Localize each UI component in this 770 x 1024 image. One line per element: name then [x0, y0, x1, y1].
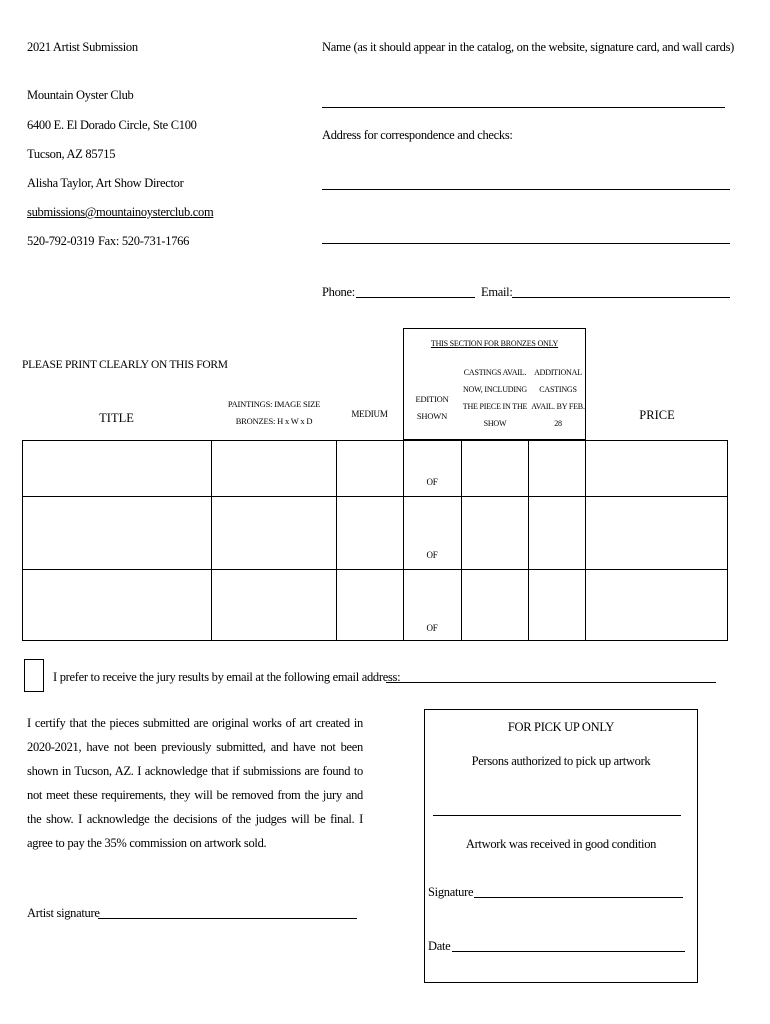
col-header-additional-castings: ADDITIONAL CASTINGS AVAIL. BY FEB. 28 — [531, 368, 585, 428]
col-header-price: PRICE — [639, 408, 675, 422]
col-divider — [528, 440, 529, 641]
row-divider — [22, 496, 728, 497]
email-label: Email: — [481, 285, 513, 299]
col-header-title: TITLE — [99, 411, 134, 425]
pickup-authorized-label: Persons authorized to pick up artwork — [471, 754, 651, 768]
pickup-authorized-line[interactable] — [433, 815, 681, 816]
pickup-date-label: Date — [428, 939, 451, 953]
email-field-line[interactable] — [512, 297, 730, 298]
pickup-condition-label: Artwork was received in good condition — [465, 837, 657, 851]
name-instruction: Name (as it should appear in the catalog, on the website, signature card, and wall cards) — [322, 40, 735, 54]
print-notice: PLEASE PRINT CLEARLY ON THIS FORM — [22, 359, 228, 371]
org-phone: 520-792-0319 — [27, 234, 95, 248]
edition-of-label: OF — [426, 550, 438, 560]
col-divider — [336, 440, 337, 641]
phone-label: Phone: — [322, 285, 355, 299]
col-divider — [585, 440, 586, 641]
address-line-2[interactable] — [322, 243, 730, 244]
jury-email-field-line[interactable] — [386, 682, 716, 683]
pickup-date-line[interactable] — [452, 951, 685, 952]
entry-table — [22, 440, 728, 641]
org-city: Tucson, AZ 85715 — [27, 147, 116, 161]
certification-text: I certify that the pieces submitted are original works of art created in 2020-2021, have not been previously submitted, and have not been shown in Tucson, AZ. I acknowledge that if submissions are found to not meet these requirements, they will be removed from the jury and the show. I acknowledge the decisions of the judges will be final. I agree to pay the 35% commission on artwork sold. — [27, 716, 363, 850]
col-divider — [211, 440, 212, 641]
form-title: 2021 Artist Submission — [27, 40, 138, 54]
col-divider — [461, 440, 462, 641]
org-street: 6400 E. El Dorado Circle, Ste C100 — [27, 118, 197, 132]
artist-signature-label: Artist signature — [27, 906, 100, 920]
name-field-line[interactable] — [322, 107, 725, 108]
col-header-medium: MEDIUM — [351, 409, 388, 419]
edition-of-label: OF — [426, 477, 438, 487]
address-label: Address for correspondence and checks: — [322, 128, 513, 142]
phone-field-line[interactable] — [356, 297, 475, 298]
col-header-size: PAINTINGS: IMAGE SIZE BRONZES: H x W x D — [227, 399, 321, 426]
col-header-castings-avail: CASTINGS AVAIL. NOW, INCLUDING THE PIECE IN THE SHOW — [462, 368, 528, 428]
org-email-link[interactable]: submissions@mountainoysterclub.com — [27, 205, 214, 219]
org-fax: Fax: 520-731-1766 — [98, 234, 190, 248]
pickup-title: FOR PICK UP ONLY — [507, 720, 615, 734]
edition-of-label: OF — [426, 623, 438, 633]
org-name: Mountain Oyster Club — [27, 88, 134, 102]
pickup-signature-label: Signature — [428, 885, 474, 899]
org-contact: Alisha Taylor, Art Show Director — [27, 176, 184, 190]
address-line-1[interactable] — [322, 189, 730, 190]
row-divider — [22, 569, 728, 570]
pickup-signature-line[interactable] — [474, 897, 683, 898]
jury-email-checkbox[interactable] — [24, 659, 44, 692]
bronze-section-label: THIS SECTION FOR BRONZES ONLY — [430, 339, 559, 348]
col-header-edition: EDITION SHOWN — [415, 394, 449, 421]
artist-signature-line[interactable] — [98, 918, 357, 919]
col-divider — [403, 440, 404, 641]
jury-email-label: I prefer to receive the jury results by email at the following email address: — [53, 670, 401, 684]
